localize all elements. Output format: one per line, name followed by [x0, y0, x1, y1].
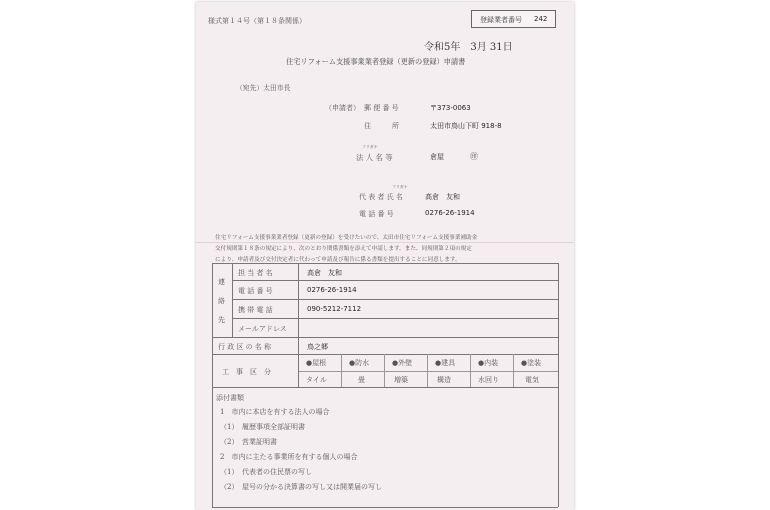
district-value: 鳥之郷	[307, 343, 328, 351]
body-line-1: 住宅リフォーム支援事業業者登録（更新の登録）を受けたいので、太田市住宅リフォーム支援事業補助金	[215, 235, 478, 241]
form-title: 住宅リフォーム支援事業業者登録（更新の登録）申請書	[286, 57, 466, 66]
address-label: 住 所	[364, 122, 399, 130]
attachment-item-6: （2） 屋号の分かる決算書の写し又は開業届の写し	[220, 483, 382, 491]
rep-ruby: フリガナ	[392, 184, 408, 189]
company-label: 法 人 名 等	[356, 153, 393, 162]
contact-person-label: 担 当 者 名	[238, 269, 273, 277]
postal-value: 〒373-0063	[430, 104, 471, 112]
phone-value: 0276-26-1914	[425, 209, 475, 217]
rep-label: 代 表 者 氏 名	[359, 193, 403, 201]
work-bottom-6: 電気	[525, 376, 539, 384]
work-label: 工 事 区 分	[222, 368, 271, 376]
addressee: （宛先）太田市長	[236, 84, 291, 92]
body-line-3: により、申請者及び交付決定者に代わって申請及び報告に係る書類を提出することに同意します。	[215, 257, 461, 263]
attachment-item-3: （2） 営業証明書	[220, 438, 277, 446]
registration-number-box	[471, 10, 556, 28]
contact-phone-label: 電 話 番 号	[238, 287, 273, 295]
contact-person-value: 高倉 友和	[307, 269, 342, 277]
contact-phone-value: 0276-26-1914	[307, 286, 357, 294]
registration-number-value: 242	[534, 15, 548, 23]
registration-number-label: 登録業者番号	[480, 16, 522, 24]
attachment-item-1: 1 市内に本店を有する法人の場合	[220, 408, 330, 416]
contact-mobile-value: 090-5212-7112	[307, 305, 362, 313]
paper-fold	[196, 242, 574, 243]
body-line-2: 交付規則第１８条の規定により、次のとおり関係書類を添えて申請します。また、同規則第２項の規定	[215, 246, 472, 252]
work-top-6: ●塗装	[521, 359, 542, 367]
rep-value: 高倉 友和	[425, 193, 460, 201]
attachments-title: 添付書類	[216, 394, 244, 402]
contact-vertical-3: 先	[218, 316, 225, 324]
company-seal: ㊞	[470, 152, 478, 161]
work-bottom-1: タイル	[306, 376, 327, 384]
work-top-3: ●外壁	[392, 359, 413, 367]
attachment-item-2: （1） 履歴事項全部証明書	[220, 423, 305, 431]
postal-label: 郵 便 番 号	[364, 104, 399, 112]
form-number: 様式第１４号（第１８条関係）	[208, 17, 306, 25]
work-bottom-4: 構造	[437, 376, 451, 384]
district-label: 行 政 区 の 名 称	[218, 343, 272, 351]
date-handwritten: 令和5年 3月 31日	[424, 42, 513, 53]
phone-label: 電 話 番 号	[359, 210, 394, 218]
work-bottom-2: 畳	[358, 376, 365, 384]
work-bottom-5: 水回り	[478, 376, 499, 384]
contact-email-label: メールアドレス	[238, 325, 287, 333]
applicant-label: （申請者）	[325, 104, 360, 112]
attachment-item-5: （1） 代表者の住民票の写し	[220, 468, 312, 476]
contact-vertical-2: 絡	[218, 297, 225, 305]
attachment-item-4: 2 市内に主たる事業所を有する個人の場合	[220, 453, 358, 461]
company-ruby: フリガナ	[362, 144, 378, 149]
work-top-4: ●建具	[435, 359, 456, 367]
work-top-2: ●防水	[349, 359, 370, 367]
work-top-5: ●内装	[478, 359, 499, 367]
contact-vertical-1: 連	[218, 278, 225, 286]
work-top-1: ●屋根	[306, 359, 327, 367]
work-bottom-3: 増築	[394, 376, 408, 384]
company-value: 倉屋	[430, 153, 444, 161]
contact-mobile-label: 携 帯 電 話	[238, 306, 273, 314]
address-value: 太田市鳥山下町 918-8	[430, 122, 502, 130]
